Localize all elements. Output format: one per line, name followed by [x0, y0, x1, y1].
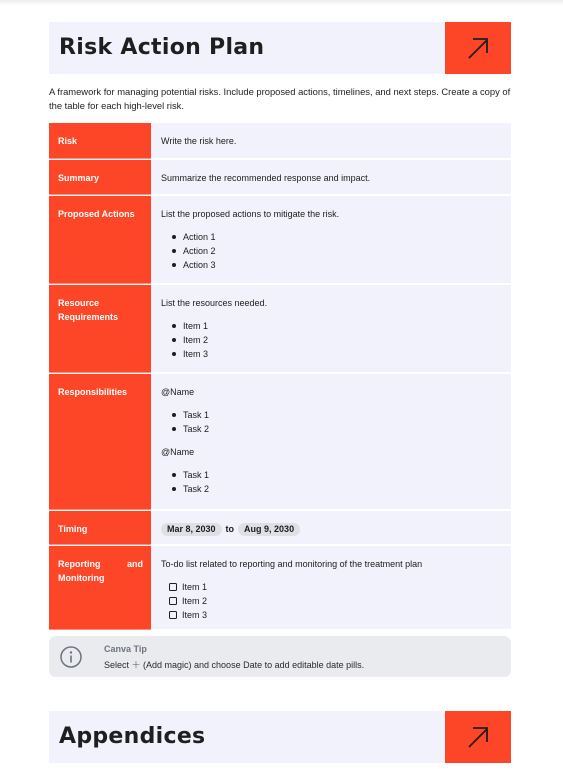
row-label: Timing	[49, 511, 151, 545]
page-title: Risk Action Plan	[59, 35, 265, 60]
title-banner	[49, 22, 511, 74]
row-summary	[49, 160, 511, 196]
row-label: Risk	[49, 123, 151, 159]
row-label: Proposed Actions	[49, 196, 151, 284]
row-timing	[49, 511, 511, 546]
resource-cell	[151, 285, 511, 373]
appendices-banner	[49, 711, 511, 763]
row-label: Responsibilities	[49, 374, 151, 510]
resource-text[interactable]: List the resources needed.	[161, 298, 268, 308]
checklist-label: Item 2	[182, 596, 208, 606]
row-label: Resource Requirements	[49, 285, 151, 373]
task-list	[161, 468, 502, 496]
summary-text[interactable]: Summarize the recommended response and impact.	[151, 160, 511, 195]
list-item[interactable]: Action 2	[183, 244, 502, 258]
checklist-label: Item 3	[182, 610, 208, 620]
list-item[interactable]: Item 2	[183, 333, 502, 347]
label-word: Monitoring	[58, 573, 105, 583]
responsibilities-cell	[151, 374, 511, 510]
row-proposed-actions	[49, 196, 511, 285]
tip-text: Select ＋ (Add magic) and choose Date to add editable date pills.	[104, 660, 365, 670]
arrow-up-right-icon	[466, 36, 490, 60]
list-item[interactable]: Item 3	[183, 347, 502, 361]
checkbox[interactable]	[169, 597, 177, 605]
list-item[interactable]: Task 1	[183, 468, 502, 482]
list-item[interactable]: Task 1	[183, 408, 502, 422]
label-word: Reporting	[58, 559, 101, 569]
end-date-pill[interactable]: Aug 9, 2030	[238, 523, 300, 536]
proposed-actions-text[interactable]: List the proposed actions to mitigate the risk.	[161, 209, 340, 219]
intro-text: A framework for managing potential risks. Include proposed actions, timelines, and next steps. Create a copy of the table for each high-level risk.	[49, 86, 511, 111]
row-risk	[49, 123, 511, 160]
checklist-item[interactable]	[169, 608, 502, 622]
timing-cell	[151, 511, 511, 545]
row-resource-requirements	[49, 285, 511, 374]
info-icon	[60, 646, 82, 668]
checklist-item[interactable]	[169, 580, 502, 594]
checkbox[interactable]	[169, 583, 177, 591]
canva-tip-box	[49, 636, 511, 677]
list-item[interactable]: Action 3	[183, 258, 502, 272]
section-title: Appendices	[59, 724, 206, 749]
resource-list	[161, 319, 502, 361]
checklist	[161, 580, 502, 622]
assignee-name[interactable]: @Name	[161, 447, 195, 457]
label-word: and	[126, 559, 143, 569]
risk-text[interactable]: Write the risk here.	[151, 123, 511, 159]
assignee-name[interactable]: @Name	[161, 387, 195, 397]
checkbox[interactable]	[169, 611, 177, 619]
task-list	[161, 408, 502, 436]
to-label: to	[225, 524, 235, 534]
arrow-button[interactable]	[445, 22, 511, 74]
reporting-cell	[151, 546, 511, 630]
reporting-text[interactable]: To-do list related to reporting and monitoring of the treatment plan	[161, 559, 423, 569]
list-item[interactable]: Task 2	[183, 482, 502, 496]
arrow-button[interactable]	[445, 711, 511, 763]
risk-table	[49, 123, 511, 631]
start-date-pill[interactable]: Mar 8, 2030	[161, 523, 222, 536]
row-responsibilities	[49, 374, 511, 511]
checklist-item[interactable]	[169, 594, 502, 608]
row-reporting	[49, 546, 511, 631]
arrow-up-right-icon	[466, 725, 490, 749]
list-item[interactable]: Action 1	[183, 230, 502, 244]
row-label: Summary	[49, 160, 151, 195]
list-item[interactable]: Task 2	[183, 422, 502, 436]
page-top-edge	[0, 0, 563, 5]
proposed-actions-cell	[151, 196, 511, 284]
list-item[interactable]: Item 1	[183, 319, 502, 333]
checklist-label: Item 1	[182, 582, 208, 592]
actions-list	[161, 230, 502, 272]
tip-title: Canva Tip	[104, 644, 147, 654]
row-label-reporting	[49, 546, 151, 630]
